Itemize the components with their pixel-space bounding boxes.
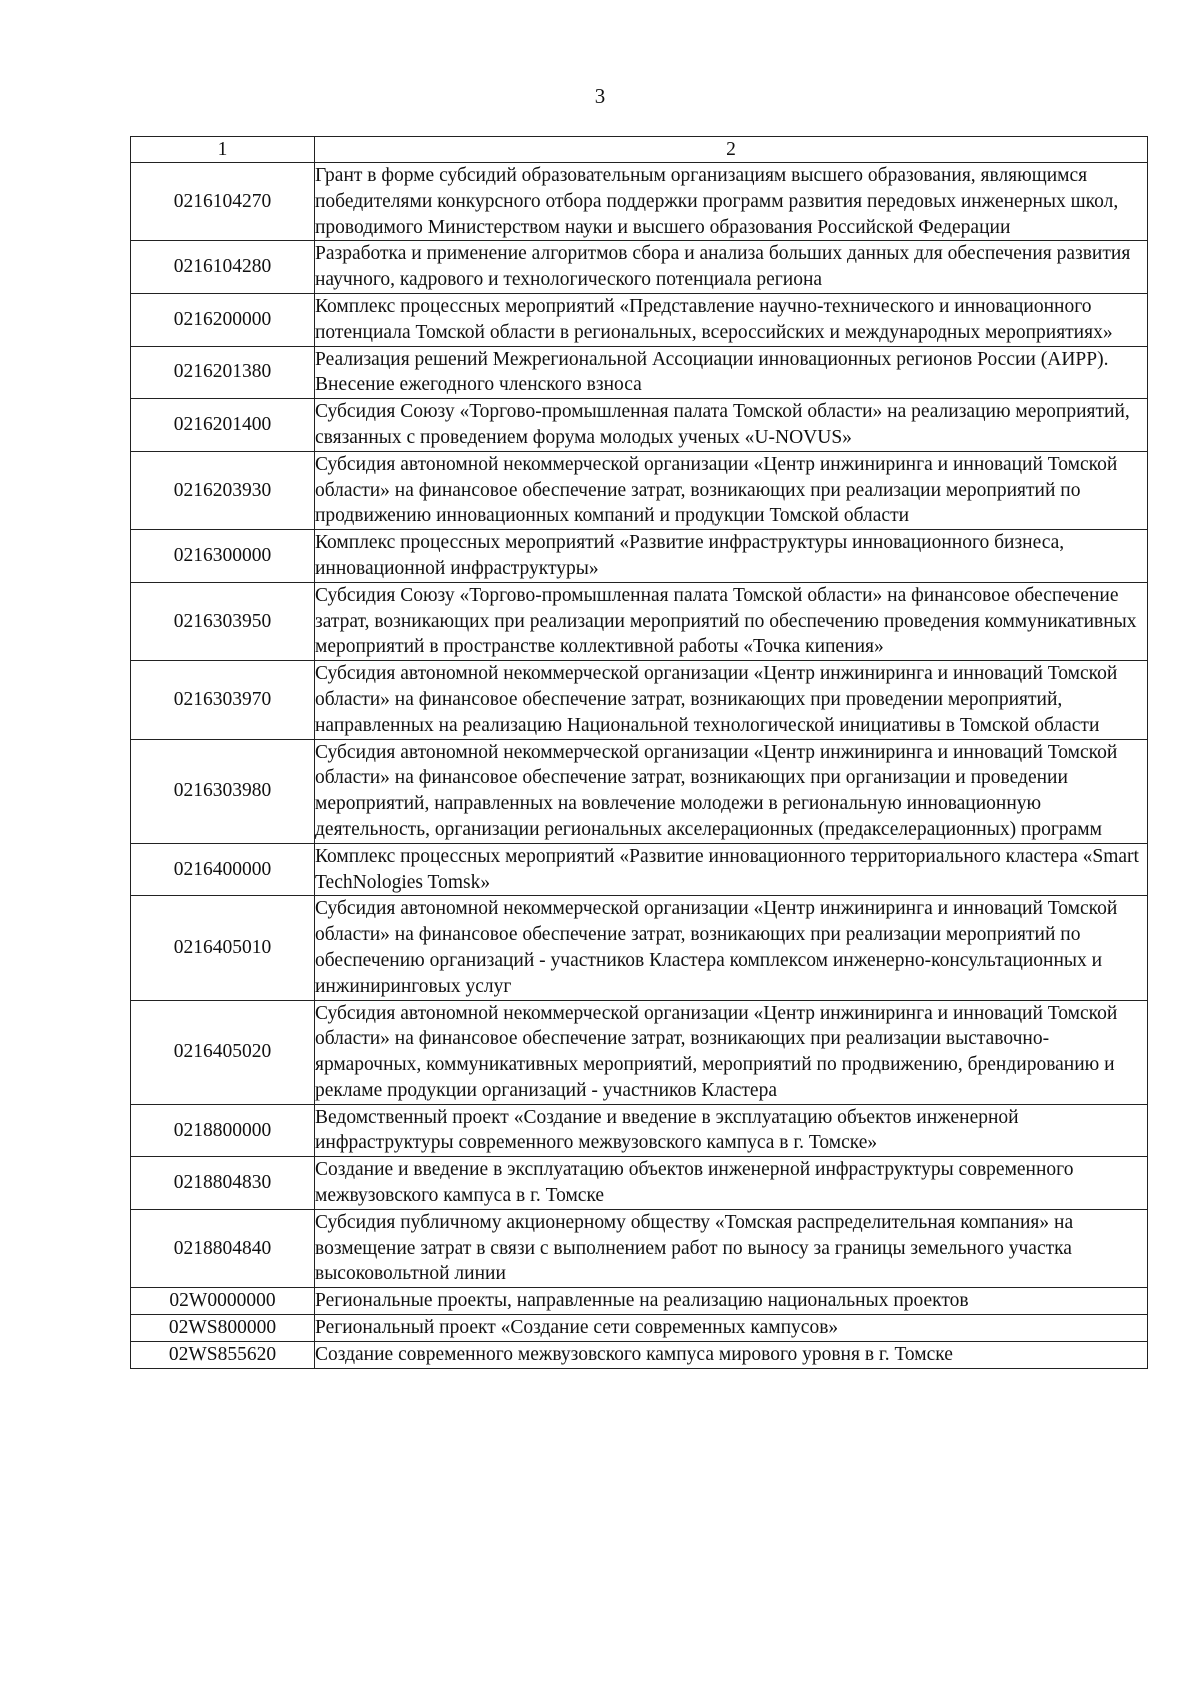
row-code: 0218804840 — [131, 1209, 315, 1287]
column-header-name: 2 — [315, 137, 1148, 163]
table-row — [131, 896, 1148, 1000]
row-name: Создание современного межвузовского кампуса мирового уровня в г. Томске — [315, 1341, 1148, 1368]
row-name: Грант в форме субсидий образовательным организациям высшего образования, являющимся победителями конкурсного отбора поддержки программ развития передовых инженерных школ, проводимого Министерством науки и высшего образования Российской Федерации — [315, 163, 1148, 241]
row-name: Создание и введение в эксплуатацию объектов инженерной инфраструктуры современного межвузовского кампуса в г. Томске — [315, 1157, 1148, 1210]
row-name: Субсидия автономной некоммерческой организации «Центр инжиниринга и инноваций Томской области» на финансовое обеспечение затрат, возникающих при проведении мероприятий, направленных на реализацию Национальной технологической инициативы в Томской области — [315, 661, 1148, 739]
row-name: Региональные проекты, направленные на реализацию национальных проектов — [315, 1288, 1148, 1315]
table-row — [131, 241, 1148, 294]
row-code: 0216303950 — [131, 582, 315, 660]
row-code: 0216104270 — [131, 163, 315, 241]
row-name: Субсидия публичному акционерному обществу «Томская распределительная компания» на возмещение затрат в связи с выполнением работ по выносу за границы земельного участка высоковольтной линии — [315, 1209, 1148, 1287]
table-row — [131, 739, 1148, 843]
row-name: Комплекс процессных мероприятий «Представление научно-технического и инновационного потенциала Томской области в региональных, всероссийских и международных мероприятиях» — [315, 293, 1148, 346]
row-name: Субсидия автономной некоммерческой организации «Центр инжиниринга и инноваций Томской области» на финансовое обеспечение затрат, возникающих при реализации мероприятий по обеспечению организаций - участников Кластера комплексом инженерно-консультационных и инжиниринговых услуг — [315, 896, 1148, 1000]
row-code: 0218800000 — [131, 1104, 315, 1157]
row-name: Субсидия Союзу «Торгово-промышленная палата Томской области» на финансовое обеспечение затрат, возникающих при реализации мероприятий по обеспечению проведения коммуникативных мероприятий в пространстве коллективной работы «Точка кипения» — [315, 582, 1148, 660]
row-code: 0216405020 — [131, 1000, 315, 1104]
row-code: 0216201380 — [131, 346, 315, 399]
table-row — [131, 843, 1148, 896]
row-name: Субсидия автономной некоммерческой организации «Центр инжиниринга и инноваций Томской области» на финансовое обеспечение затрат, возникающих при реализации мероприятий по продвижению инновационных компаний и продукции Томской области — [315, 451, 1148, 529]
table-row — [131, 399, 1148, 452]
row-name: Субсидия автономной некоммерческой организации «Центр инжиниринга и инноваций Томской области» на финансовое обеспечение затрат, возникающих при организации и проведении мероприятий, направленных на вовлечение молодежи в региональную инновационную деятельность, организации региональных акселерационных (предакселерационных) программ — [315, 739, 1148, 843]
table-row — [131, 293, 1148, 346]
row-name: Комплекс процессных мероприятий «Развитие инфраструктуры инновационного бизнеса, инновационной инфраструктуры» — [315, 530, 1148, 583]
table-row — [131, 530, 1148, 583]
row-code: 0216405010 — [131, 896, 315, 1000]
row-code: 0218804830 — [131, 1157, 315, 1210]
row-name: Субсидия автономной некоммерческой организации «Центр инжиниринга и инноваций Томской области» на финансовое обеспечение затрат, возникающих при реализации выставочно-ярмарочных, коммуникативных мероприятий, мероприятий по продвижению, брендированию и рекламе продукции организаций - участников Кластера — [315, 1000, 1148, 1104]
table-row — [131, 1288, 1148, 1315]
row-name: Ведомственный проект «Создание и введение в эксплуатацию объектов инженерной инфраструктуры современного межвузовского кампуса в г. Томске» — [315, 1104, 1148, 1157]
row-code: 0216104280 — [131, 241, 315, 294]
row-code: 0216400000 — [131, 843, 315, 896]
budget-classification-table — [130, 136, 1148, 1369]
row-code: 02WS855620 — [131, 1341, 315, 1368]
row-name: Комплекс процессных мероприятий «Развитие инновационного территориального кластера «Smart TechNologies Tomsk» — [315, 843, 1148, 896]
table-row — [131, 1104, 1148, 1157]
row-code: 0216203930 — [131, 451, 315, 529]
row-name: Региональный проект «Создание сети современных кампусов» — [315, 1315, 1148, 1342]
row-name: Реализация решений Межрегиональной Ассоциации инновационных регионов России (АИРР). Внесение ежегодного членского взноса — [315, 346, 1148, 399]
table-row — [131, 1315, 1148, 1342]
row-name: Субсидия Союзу «Торгово-промышленная палата Томской области» на реализацию мероприятий, связанных с проведением форума молодых ученых «U-NOVUS» — [315, 399, 1148, 452]
table-row — [131, 582, 1148, 660]
row-name: Разработка и применение алгоритмов сбора и анализа больших данных для обеспечения развития научного, кадрового и технологического потенциала региона — [315, 241, 1148, 294]
row-code: 02W0000000 — [131, 1288, 315, 1315]
column-header-code: 1 — [131, 137, 315, 163]
table-row — [131, 346, 1148, 399]
table-row — [131, 1157, 1148, 1210]
row-code: 0216303980 — [131, 739, 315, 843]
table-row — [131, 163, 1148, 241]
table-row — [131, 661, 1148, 739]
row-code: 0216200000 — [131, 293, 315, 346]
table-row — [131, 451, 1148, 529]
page-number: 3 — [594, 84, 606, 108]
table-row — [131, 1341, 1148, 1368]
table-row — [131, 1000, 1148, 1104]
row-code: 0216201400 — [131, 399, 315, 452]
row-code: 0216303970 — [131, 661, 315, 739]
row-code: 02WS800000 — [131, 1315, 315, 1342]
row-code: 0216300000 — [131, 530, 315, 583]
table-header-row — [131, 137, 1148, 163]
table-row — [131, 1209, 1148, 1287]
